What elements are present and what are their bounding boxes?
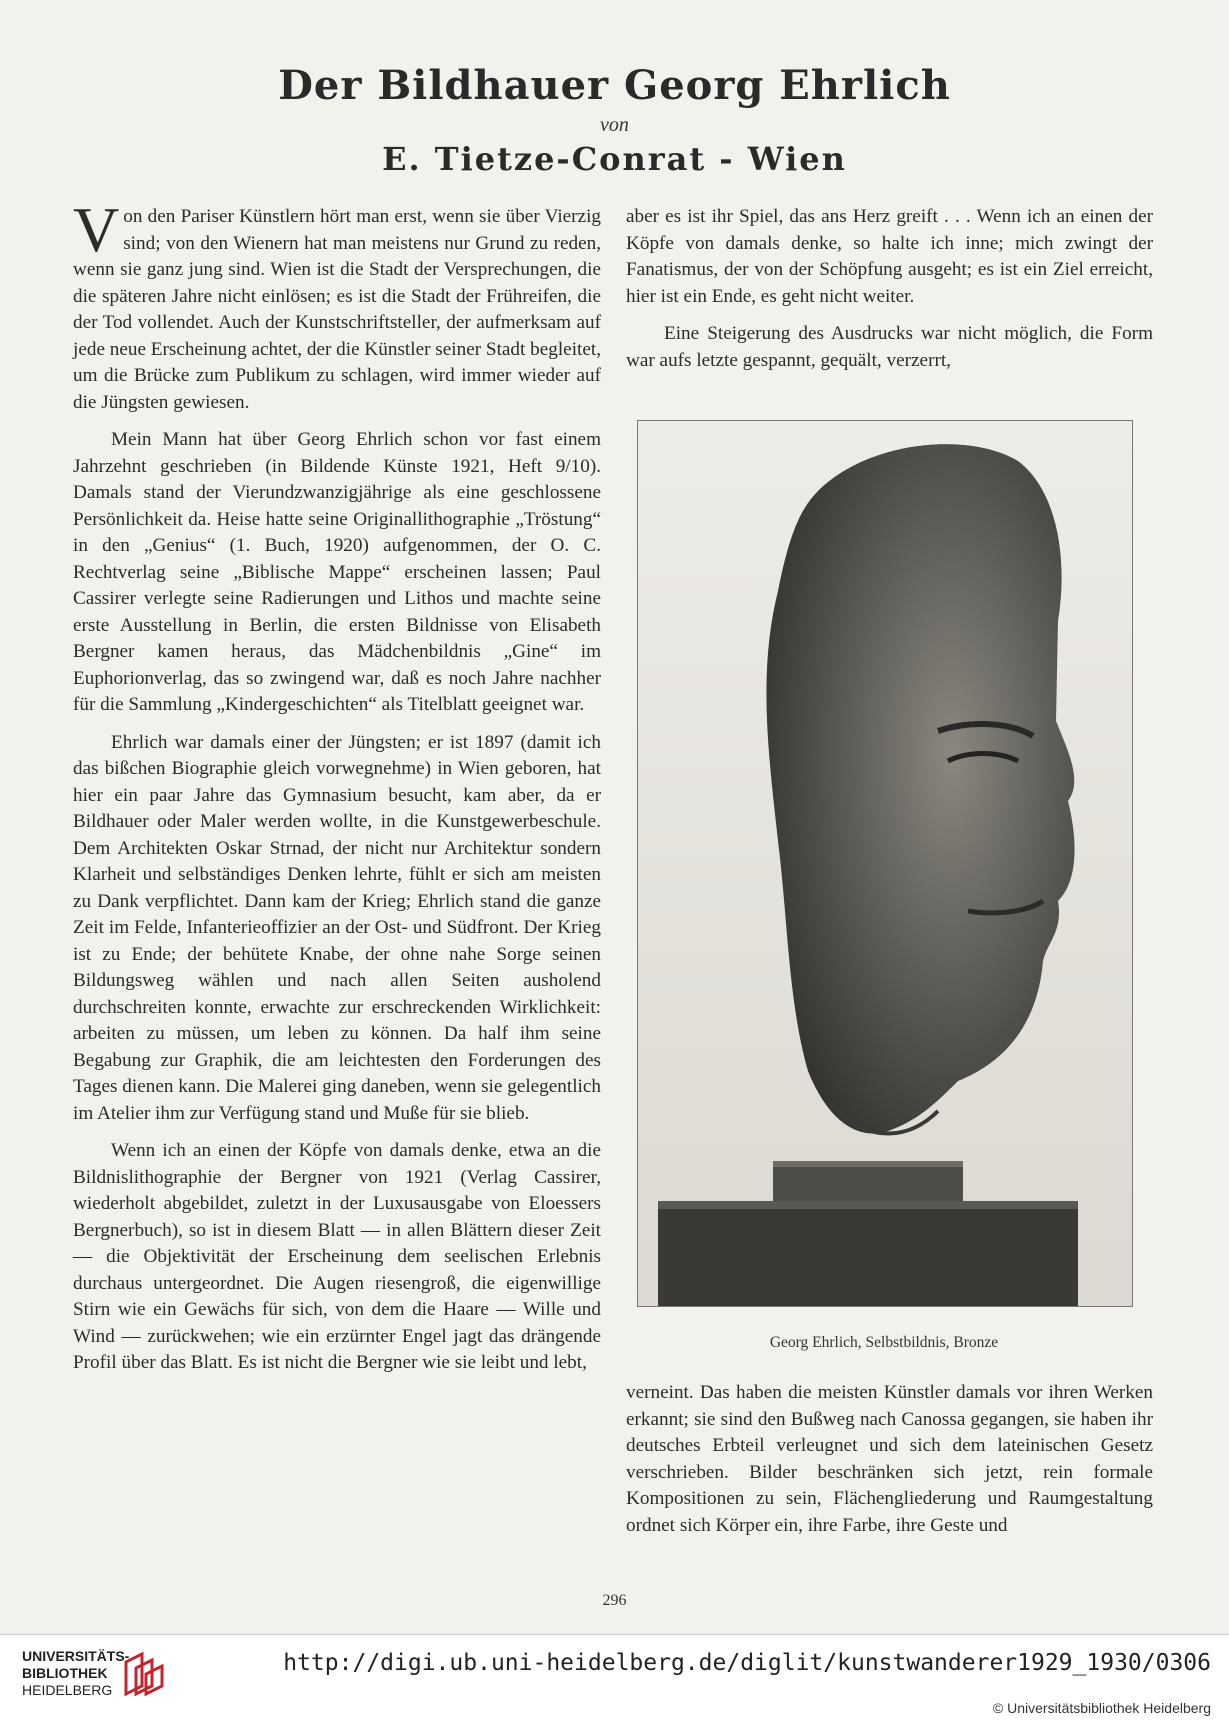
paragraph: verneint. Das haben die meisten Künstler damals vor ihren Werken erkannt; sie sind den Bußweg nach Canossa gegangen, sie haben ihr deutsches Erbteil verleugnet und sich dem lateinischen Gesetz verschrieben. Bilder beschränken sich jetzt, rein formale Kompositionen zu sein, Flächengliederung und Raumgestaltung ordnet sich Körper ein, ihre Farbe, ihre Geste und <box>626 1382 1153 1536</box>
right-column-top <box>626 204 1153 374</box>
drop-cap: V <box>73 194 120 265</box>
figure-caption: Georg Ehrlich, Selbstbildnis, Bronze <box>769 1334 999 1351</box>
byline-von: von <box>600 114 629 136</box>
paragraph: aber es ist ihr Spiel, das ans Herz greift . . . Wenn ich an einen der Köpfe von damals denke, so halte ich inne; mich zwingt der Fanatismus, der von der Schöpfung ausgeht; es ist ein Ziel erreicht, hier ist ein Ende, es geht nicht weiter. <box>626 206 1153 307</box>
paragraph: Wenn ich an einen der Köpfe von damals denke, etwa an die Bildnislithographie der Bergner von 1921 (Verlag Cassirer, wiederholt abgebildet, zuletzt in der Luxusausgabe von Eloessers Bergnerbuch), so ist in diesem Blatt — in allen Blättern dieser Zeit — die Objektivität der Erscheinung dem seelischen Erlebnis durchaus untergeordnet. Die Augen riesengroß, die eigenwillige Stirn wie ein Gewächs für sich, von dem die Haare — Wille und Wind — zurückwehen; wie ein erzürnter Engel jagt das drängende Profil über das Blatt. Es ist nicht die Bergner wie sie leibt und lebt, <box>73 1140 601 1373</box>
paragraph: Mein Mann hat über Georg Ehrlich schon vor fast einem Jahrzehnt geschrieben (in Bildende Künste 1921, Heft 9/10). Damals stand der Vierundzwanzigjährige als eine geschlossene Persönlichkeit da. Heise hatte seine Originallithographie „Tröstung“ in den „Genius“ (1. Buch, 1920) aufgenommen, der O. C. Rechtverlag seine „Biblische Mappe“ erscheinen lassen; Paul Cassirer verlegte seine Radierungen und Lithos und machte seine erste Ausstellung in Berlin, die ersten Bildnisse von Elisabeth Bergner kamen heraus, das Mädchenbildnis „Gine“ im Euphorionverlag, das so zwingend war, daß es noch Jahre nachher für die Sammlung „Kindergeschichten“ als Titelblatt geeignet war. <box>73 429 601 715</box>
bust-illustration <box>638 421 1132 1306</box>
paragraph: Eine Steigerung des Ausdrucks war nicht möglich, die Form war aufs letzte gespannt, gequält, verzerrt, <box>626 323 1153 371</box>
left-column <box>73 194 601 1377</box>
article-title: Der Bildhauer Georg Ehrlich <box>278 62 951 109</box>
library-line: UNIVERSITÄTS- <box>22 1648 130 1664</box>
right-column-bottom <box>626 1380 1153 1539</box>
footer-bar <box>0 1634 1229 1731</box>
copyright-notice: © Universitätsbibliothek Heidelberg <box>992 1700 1211 1716</box>
library-line: BIBLIOTHEK <box>22 1665 108 1681</box>
article-author: E. Tietze-Conrat - Wien <box>382 140 847 178</box>
library-logo-icon <box>122 1650 166 1703</box>
library-name <box>22 1648 129 1699</box>
library-line: HEIDELBERG <box>22 1682 113 1698</box>
paragraph <box>73 194 601 416</box>
paragraph: Ehrlich war damals einer der Jüngsten; er ist 1897 (damit ich das bißchen Biographie gleich vorwegnehme) in Wien geboren, hat hier ein paar Jahre das Gymnasium besucht, kam aber, da er Bildhauer oder Maler werden wollte, in die Kunstgewerbeschule. Dem Architekten Oskar Strnad, der nicht nur Architektur sondern Klarheit und selbständiges Denken lehrte, fühlt er sich am meisten zu Dank verpflichtet. Dann kam der Krieg; Ehrlich stand die ganze Zeit im Felde, Infanterieoffizier an der Ost- und Südfront. Der Krieg ist zu Ende; der behütete Knabe, der ohne nahe Sorge seinen Bildungsweg wählen und nach allen Seiten ausholend durchschreiten konnte, erwachte zur erschreckenden Wirklichkeit: arbeiten zu müssen, um leben zu können. Da half ihm seine Begabung zur Graphik, die am leichtesten den Forderungen des Tages dienen kann. Die Malerei ging daneben, wenn sie gelegentlich im Atelier ihm zur Verfügung stand und Muße für sie blieb. <box>73 731 601 1124</box>
source-url-link[interactable]: http://digi.ub.uni-heidelberg.de/diglit/kunstwanderer1929_1930/0306 <box>283 1650 1211 1676</box>
bronze-bust-photo <box>637 420 1133 1307</box>
paragraph-text: on den Pariser Künstlern hört man erst, wenn sie über Vierzig sind; von den Wienern hat man meistens nur Grund zu reden, wenn sie ganz jung sind. Wien ist die Stadt der Versprechungen, die die späteren Jahre nicht einlösen; es ist die Stadt der Frühreifen, die der Tod vollendet. Auch der Kunstschriftsteller, der aufmerksam auf jede neue Erscheinung achtet, der die Künstler seiner Stadt begleitet, um die Brücke zum Publikum zu schlagen, wird immer wieder auf die Jüngsten gewiesen. <box>73 206 601 413</box>
page-number: 296 <box>602 1592 627 1609</box>
